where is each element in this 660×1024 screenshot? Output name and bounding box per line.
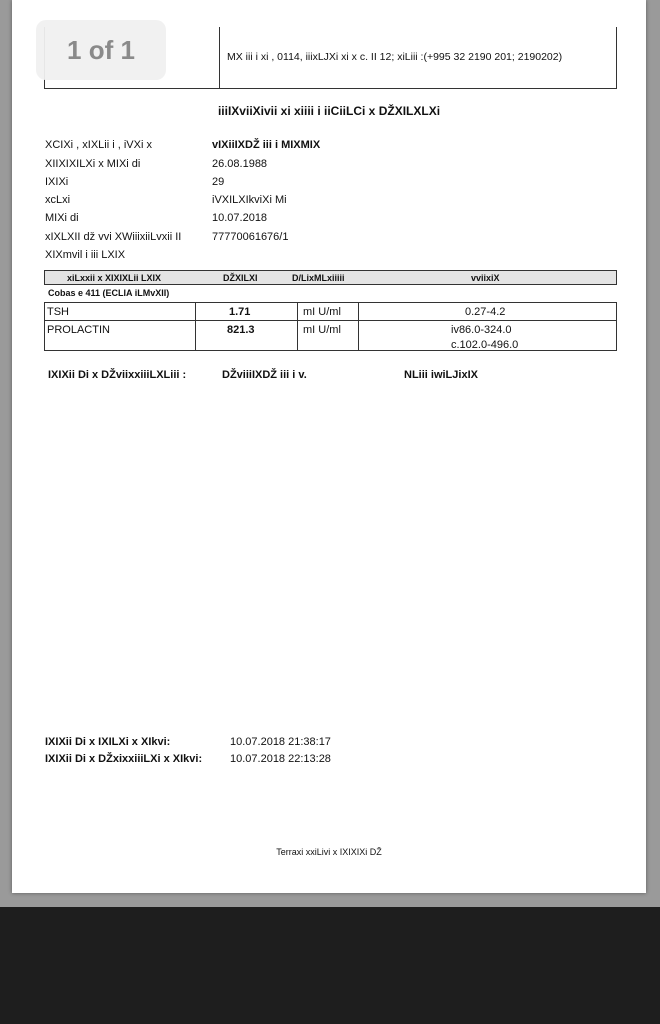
col-header-unit: D/LixMLxiiiii: [292, 273, 345, 283]
info-value: 26.08.1988: [212, 158, 268, 170]
timestamp-label: IXIXii Di x IXILXi x XIkvi:: [45, 736, 171, 748]
info-value: vIXiiIXDŽ iii i MIXMIX: [212, 139, 321, 151]
col-header-test: xiLxxii x XIXIXLii LXIX: [67, 273, 162, 283]
page-counter: 1 of 1: [36, 20, 166, 80]
timestamp-value: 10.07.2018 22:13:28: [230, 753, 331, 765]
results-table: [44, 302, 617, 351]
info-label: xcLxi: [45, 194, 71, 206]
info-label: XCIXi , xIXLii i , iVXi x: [45, 139, 152, 151]
test-reference: 0.27-4.2: [465, 306, 506, 318]
test-value: 821.3: [227, 324, 255, 336]
info-label: xIXLXII dž vvi XWiiixiiLvxii II: [45, 231, 182, 243]
signature-text: NLiii iwiLJixIX: [404, 369, 478, 381]
approval-label: IXIXii Di x DŽviixxiiiLXLiii :: [48, 369, 187, 381]
info-label: XIXmvil i iii LXIX: [45, 249, 126, 261]
timestamp-row: [45, 736, 331, 748]
info-value: 29: [212, 176, 225, 188]
info-value: iVXILXIkviXi Mi: [212, 194, 287, 206]
info-label: IXIXi: [45, 176, 69, 188]
info-label: XIIXIXILXi x MIXi di: [45, 158, 141, 170]
info-label: MIXi di: [45, 212, 79, 224]
contact-info: MX iii i xi , 0114, iiixLJXi xi x c. II 12; xiLiii :(+995 32 2190 201; 2190202): [227, 51, 563, 63]
test-unit: mI U/ml: [303, 324, 341, 336]
test-reference: iv86.0-324.0: [451, 324, 512, 336]
info-value: 77770061676/1: [212, 231, 289, 243]
test-value: 1.71: [229, 306, 251, 318]
bottom-bar: [0, 907, 660, 1024]
col-header-reference: vviixiX: [471, 273, 500, 283]
col-divider: [195, 303, 196, 350]
row-divider: [45, 320, 616, 321]
test-name: PROLACTIN: [47, 324, 110, 336]
document-page: [12, 0, 646, 893]
header-divider: [219, 27, 220, 88]
col-divider: [297, 303, 298, 350]
info-value: 10.07.2018: [212, 212, 268, 224]
document-title: iiiIXviiXivii xi xiiii i iiCiiLCi x DŽXILXLXi: [217, 104, 441, 118]
page-footer: Terraxi xxiLivi x IXIXIXi DŽ: [276, 847, 382, 857]
results-table-header: [44, 270, 617, 285]
test-name: TSH: [47, 306, 69, 318]
timestamp-label: IXIXii Di x DŽxixxiiiLXi x XIkvi:: [45, 753, 203, 765]
method-label: Cobas e 411 (ECLIA iLMvXII): [48, 288, 170, 298]
timestamp-value: 10.07.2018 21:38:17: [230, 736, 331, 748]
col-header-result: DŽXILXI: [223, 273, 258, 283]
approver-name: DŽviiiIXDŽ iii i v.: [222, 369, 307, 381]
test-unit: mI U/ml: [303, 306, 341, 318]
col-divider: [358, 303, 359, 350]
test-reference: c.102.0-496.0: [451, 339, 519, 351]
timestamp-row: [45, 753, 331, 765]
